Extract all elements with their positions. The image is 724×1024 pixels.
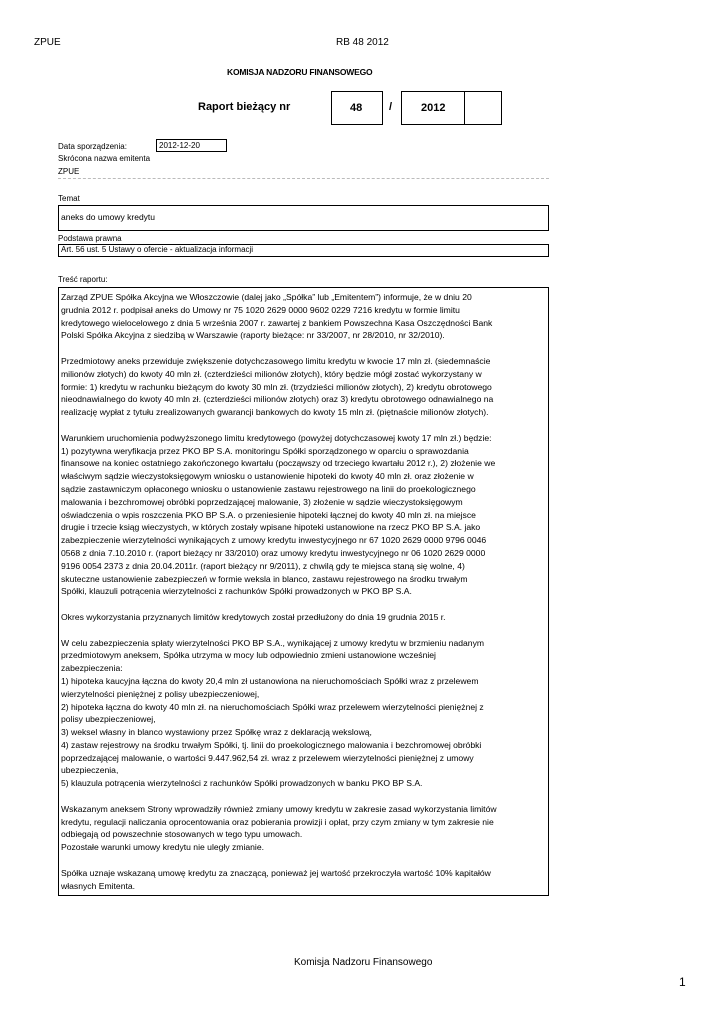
divider xyxy=(58,178,549,179)
legal-basis-label: Podstawa prawna xyxy=(58,234,122,243)
report-extra-box xyxy=(464,91,502,125)
content-paragraph: Zarząd ZPUE Spółka Akcyjna we Włoszczowie (dalej jako „Spółka” lub „Emitentem”) informuje, że w dniu 20 grudnia 2012 r. podpisał aneks do Umowy nr 75 1020 2629 0000 9602 0229 7216 kredytu w formie limitu kredytowego wielocelowego z dnia 5 września 2007 r. zawartej z bankiem Powszechna Kasa Oszczędności Bank Polski Spółka Akcyjna z siedzibą w Warszawie (raporty bieżące: nr 33/2007, nr 28/2010, nr 32/2010). xyxy=(61,292,493,341)
content-paragraph: Warunkiem uruchomienia podwyższonego limitu kredytowego (powyżej dotychczasowej kwoty 17 mln zł.) będzie: 1) pozytywna weryfikacja przez PKO BP S.A. monitoringu Spółki sporządzonego w oparciu o sprawozdania finansowe na koniec ostatniego zakończonego kwartału (począwszy od trzeciego kwartału 2012 r.), 2) złożenie we właściwym sądzie wieczystoksięgowym wniosku o ustanowienie hipoteki do kwoty 40 mln zł. oraz złożenie w sądzie zastawniczym opłaconego wniosku o ustanowienie zastawu rejestrowego na linii do proekologicznego malowania i bezchromowej obróbki poprzedzającej malowanie, 3) złożenie w sądzie wieczystoksięgowym oświadczenia o wpis roszczenia PKO BP S.A. o przeniesienie hipoteki łącznej do kwoty 40 mln zł. na miejsce drugie i trzecie ksiąg wieczystych, w których zostały wpisane hipoteki ustanowione na rzecz PKO BP S.A. jako zabezpieczenie wierzytelności wynikających z umowy kredytu inwestycyjnego nr 67 1020 2629 0000 9796 0046 0568 z dnia 7.10.2010 r. (raport bieżący nr 33/2010) oraz umowy kredytu inwestycyjnego nr 06 1020 2629 0000 9196 0054 2373 z dnia 20.04.2011r. (raport bieżący nr 9/2011), z chwilą gdy te miejsca staną się wolne, 4) skuteczne ustanowienie zabezpieczeń w formie weksla in blanco, zastawu rejestrowego na środku trwałym Spółki, klauzuli potrącenia wierzytelności z rachunków Spółki prowadzonych w PKO BP S.A. xyxy=(61,432,496,597)
footer-institution: Komisja Nadzoru Finansowego xyxy=(294,957,433,968)
content-paragraph: Okres wykorzystania przyznanych limitów kredytowych został przedłużony do dnia 19 grudnia 2015 r. xyxy=(61,611,446,622)
report-content xyxy=(58,287,549,896)
date-value: 2012-12-20 xyxy=(159,141,200,150)
report-number: 48 xyxy=(350,102,363,114)
report-year: 2012 xyxy=(421,102,446,114)
report-title: Raport bieżący nr xyxy=(198,101,291,113)
subject-value: aneks do umowy kredytu xyxy=(61,212,156,222)
date-field xyxy=(156,139,227,152)
content-label: Treść raportu: xyxy=(58,275,108,284)
legal-basis-field xyxy=(58,244,549,257)
content-paragraph: Przedmiotowy aneks przewiduje zwiększenie dotychczasowego limitu kredytu w kwocie 17 mln zł. (siedemnaście milionów złotych) do kwoty 40 mln zł. (czterdzieści milionów złotych), który będzie mógł zostać wykorzystany w formie: 1) kredytu w rachunku bieżącym do kwoty 30 mln zł. (trzydzieści milionów złotych), 2) kredytu obrotowego nieodnawialnego do kwoty 40 mln zł. (czterdzieści milionów złotych) oraz 3) kredytu obrotowego odnawialnego na realizację wypłat z tytułu zrealizowanych gwarancji bankowych do kwoty 15 mln zł. (piętnaście milionów złotych). xyxy=(61,355,494,418)
header-report-code: RB 48 2012 xyxy=(336,37,389,48)
report-year-box xyxy=(401,91,465,125)
page-number: 1 xyxy=(679,975,686,989)
short-name-value: ZPUE xyxy=(58,167,80,176)
subject-field xyxy=(58,205,549,231)
legal-basis-value: Art. 56 ust. 5 Ustawy o ofercie - aktualizacja informacji xyxy=(61,245,254,254)
subject-label: Temat xyxy=(58,194,80,203)
short-name-label: Skrócona nazwa emitenta xyxy=(58,154,151,163)
institution-name: KOMISJA NADZORU FINANSOWEGO xyxy=(227,67,373,77)
report-number-box xyxy=(331,91,383,125)
header-issuer: ZPUE xyxy=(34,37,61,48)
content-paragraph: Wskazanym aneksem Strony wprowadziły również zmiany umowy kredytu w zakresie zasad wykorzystania limitów kredytu, regulacji naliczania oprocentowania oraz pobierania prowizji i opłat, przy czym zmiany w tym zakresie nie odbiegają od powszechnie stosowanych w tego typu umowach. Pozostałe warunki umowy kredytu nie uległy zmianie. xyxy=(61,803,497,853)
date-label: Data sporządzenia: xyxy=(58,142,127,151)
content-paragraph: W celu zabezpieczenia spłaty wierzytelności PKO BP S.A., wynikającej z umowy kredytu w brzmieniu nadanym przedmiotowym aneksem, Spółka utrzyma w mocy lub odpowiednio zmieni ustanowione wcześniej zabezpieczenia: 1) hipoteka kaucyjna łączna do kwoty 20,4 mln zł ustanowiona na nieruchomościach Spółki wraz z przelewem wierzytelności pieniężnej z polisy ubezpieczeniowej, 2) hipoteka łączna do kwoty 40 mln zł. na nieruchomościach Spółki wraz przelewem wierzytelności pieniężnej z polisy ubezpieczeniowej, 3) weksel własny in blanco wystawiony przez Spółkę wraz z deklaracją wekslową, 4) zastaw rejestrowy na środku trwałym Spółki, tj. linii do proekologicznego malowania i bezchromowej obróbki poprzedzającej malowanie, o wartości 9.447.962,54 zł. wraz z przelewem wierzytelności pieniężnej z umowy ubezpieczenia, 5) klauzula potrącenia wierzytelności z rachunków Spółki prowadzonych w banku PKO BP S.A. xyxy=(61,637,485,789)
report-separator: / xyxy=(389,101,393,113)
content-paragraph: Spółka uznaje wskazaną umowę kredytu za znaczącą, ponieważ jej wartość przekroczyła wartość 10% kapitałów własnych Emitenta. xyxy=(61,867,491,891)
